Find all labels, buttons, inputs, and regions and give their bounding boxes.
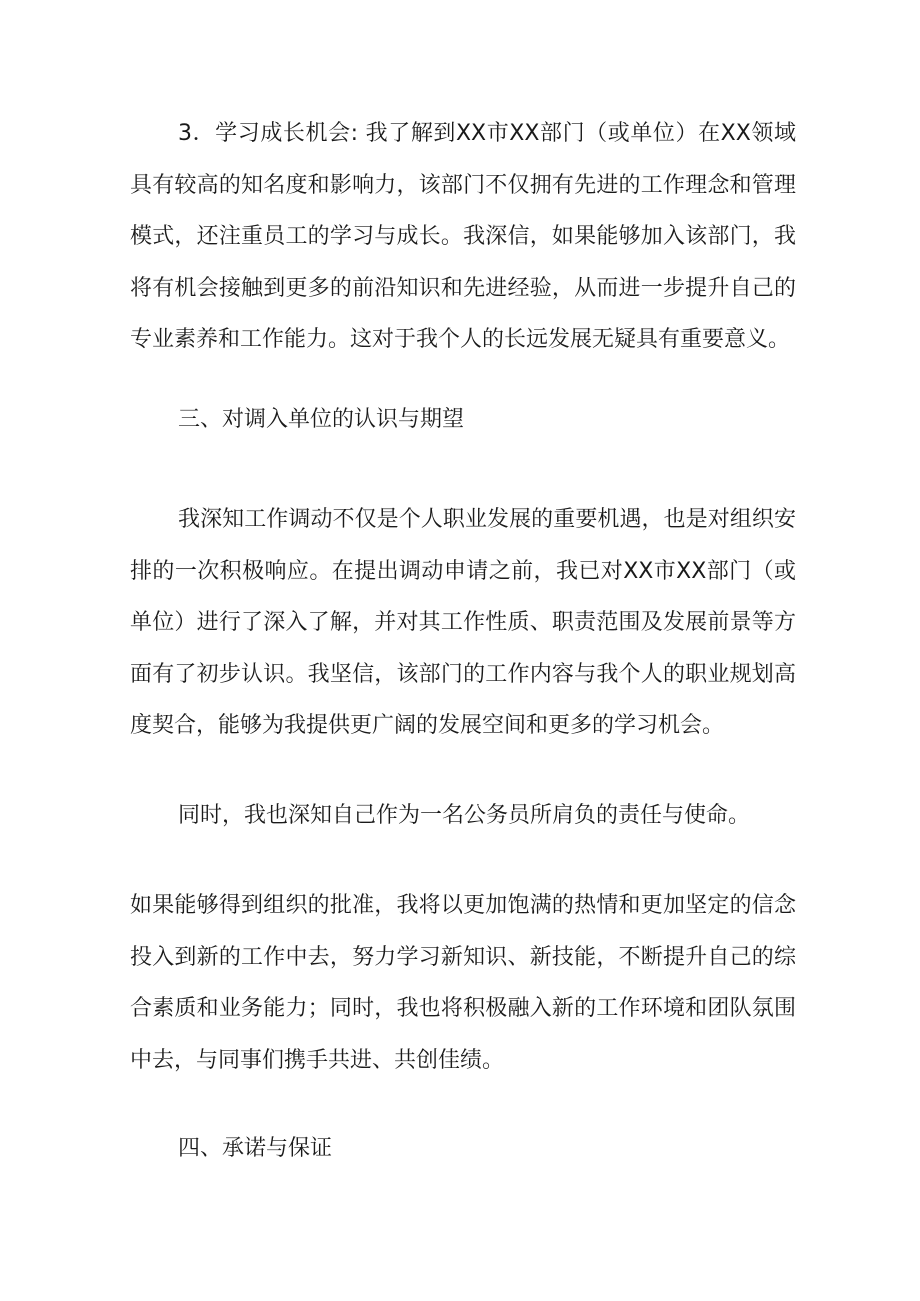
paragraph-responsibility: 同时，我也深知自己作为一名公务员所肩负的责任与使命。 (178, 803, 751, 828)
paragraph-commitment-work: 如果能够得到组织的批准，我将以更加饱满的热情和更加坚定的信念投入到新的工作中去，努力学习新知识、新技能，不断提升自己的综合素质和业务能力；同时，我也将积极融入新的工作环境和团队氛围中去，与同事们携手共进、共创佳绩。 (130, 893, 796, 1073)
section-heading-4: 四、承诺与保证 (178, 1136, 333, 1161)
paragraph-understanding: 我深知工作调动不仅是个人职业发展的重要机遇，也是对组织安排的一次积极响应。在提出调动申请之前，我已对XX市XX部门（或单位）进行了深入了解，并对其工作性质、职责范围及发展前景等方面有了初步认识。我坚信，该部门的工作内容与我个人的职业规划高度契合，能够为我提供更广阔的发展空间和更多的学习机会。 (130, 507, 796, 738)
section-heading-3: 三、对调入单位的认识与期望 (178, 407, 465, 432)
paragraph-learning-growth: 3．学习成长机会: 我了解到XX市XX部门（或单位）在XX领域具有较高的知名度和影响力，该部门不仅拥有先进的工作理念和管理模式，还注重员工的学习与成长。我深信，如果能够加入该部门，我将有机会接触到更多的前沿知识和先进经验，从而进一步提升自己的专业素养和工作能力。这对于我个人的长远发展无疑具有重要意义。 (130, 121, 796, 352)
